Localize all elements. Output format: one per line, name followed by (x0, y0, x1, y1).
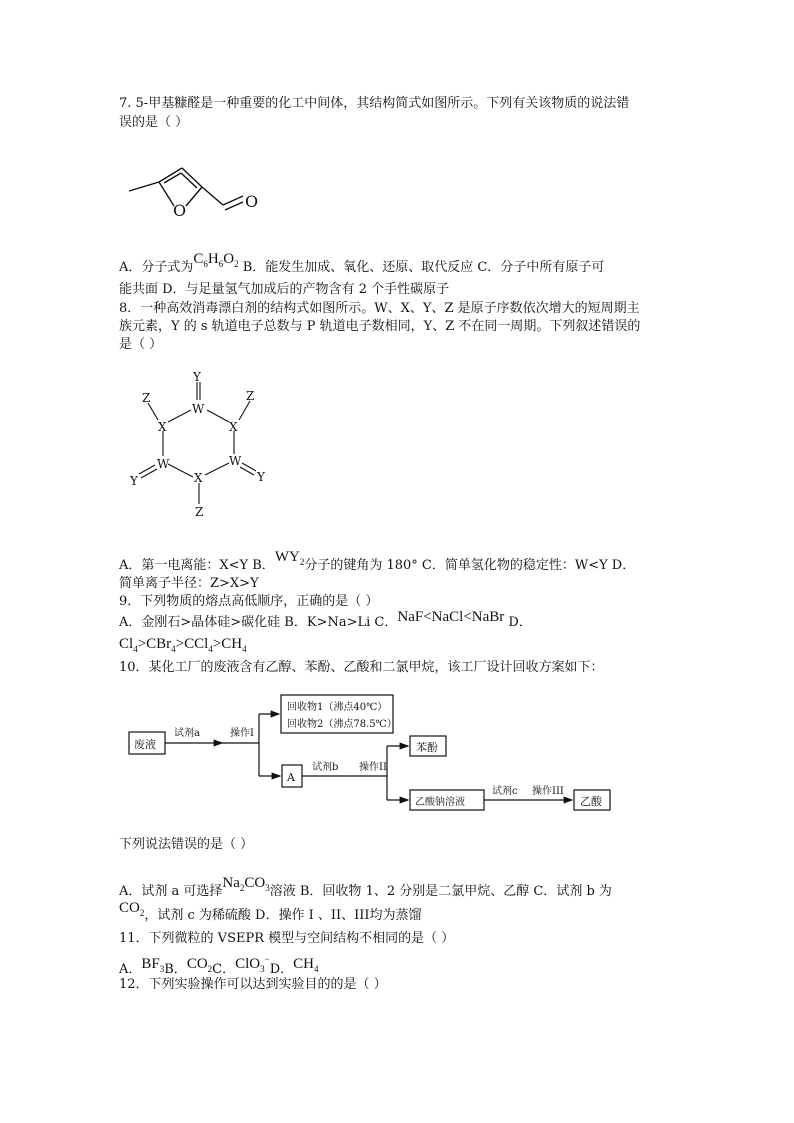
ring-bond (159, 182, 174, 206)
atom-w: W (157, 457, 170, 471)
bleach-structure (125, 368, 285, 523)
q11-option-d-label: D． (269, 962, 294, 977)
aldehyde-bond (202, 187, 223, 205)
atom-x: X (229, 420, 238, 434)
waste-label: 废液 (134, 738, 156, 751)
q8-stem-line2: 族元素，Y 的 s 轨道电子总数与 P 轨道电子数相同，Y、Z 不在同一周期。下列叙述错误的 (119, 319, 641, 334)
q11-option-b-label: B． (164, 962, 187, 977)
ring-bond (205, 463, 229, 475)
atom-x: X (158, 420, 167, 434)
q7-stem-line1: 7. 5-甲基糠醛是一种重要的化工中间体，其结构简式如图所示。下列有关该物质的说法错 (119, 96, 630, 111)
reagent-c-label: 试剂c (492, 786, 518, 797)
reagent-a-label: 试剂a (174, 728, 200, 739)
q7-option-b: B．能发生加成、氧化、还原、取代反应 C．分子中所有原子可 (238, 260, 605, 275)
ring-bond (207, 410, 229, 422)
op2-label: 操作II (359, 762, 387, 773)
recovered2-label: 回收物2（沸点78.5℃） (287, 719, 397, 730)
q9-option-d-label: D． (504, 615, 532, 630)
q8-option-a: A．第一电离能：X<Y B． (119, 558, 275, 573)
q11-option-c-label: C． (212, 962, 236, 977)
atom-w: W (192, 402, 205, 416)
q10-option-a: A．试剂 a 可选择 (119, 884, 223, 899)
q9-stem: 9．下列物质的熔点高低顺序，正确的是（ ） (119, 594, 379, 609)
q7-option-a-label: A．分子式为 (119, 260, 194, 275)
double-bond (141, 469, 157, 478)
q10-option-cd: ，试剂 c 为稀硫酸 D．操作 I 、II、III均为蒸馏 (144, 908, 422, 923)
methylfurfural-structure (119, 152, 269, 232)
a-label: A (287, 771, 295, 784)
q7-formula: $C_6H_6O_2$ (193, 251, 239, 269)
q8-options-line2: 简单离子半径：Z>X>Y (119, 576, 259, 591)
atom-y: Y (193, 370, 201, 384)
q9-option-ab: A．金刚石>晶体硅>碳化硅 B．K>Na>Li C． (119, 615, 398, 630)
wy2-formula: $WY_2$ (274, 549, 305, 567)
q7-options-line2: 能共面 D．与足量氢气加成后的产物含有 2 个手性碳原子 (119, 282, 450, 297)
op3-label: 操作III (532, 786, 564, 797)
q10-stem: 10．某化工厂的废液含有乙醇、苯酚、乙酸和二氯甲烷，该工厂设计回收方案如下： (119, 660, 604, 675)
q8-option-b: 分子的键角为 180° C．简单氢化物的稳定性：W<Y D． (304, 558, 636, 573)
q10-options-line1 (119, 875, 612, 905)
z-bond (239, 401, 250, 420)
z-bond (148, 403, 158, 420)
recovered1-label: 回收物1（沸点40℃） (287, 702, 388, 713)
q8-stem-line1: 8．一种高效消毒漂白剂的结构式如图所示。W、X、Y、Z 是原子序数依次增大的短周期主 (119, 301, 640, 316)
ring-bond (186, 187, 202, 206)
atom-z: Z (142, 391, 151, 405)
atom-y: Y (257, 470, 265, 484)
ring-bond (168, 464, 193, 477)
atom-y: Y (130, 474, 138, 488)
phenol-label: 苯酚 (416, 741, 438, 754)
atom-z: Z (246, 389, 255, 403)
q9-options-line1 (119, 609, 532, 632)
q11-option-a-label: A． (119, 962, 142, 977)
q8-stem-line3: 是（ ） (119, 337, 163, 352)
co2-formula: $CO_2$ (186, 956, 213, 974)
na2co3-formula: $Na_2CO_3$ (222, 875, 270, 893)
ch4-formula: $CH_4$ (293, 956, 319, 974)
double-bond (139, 465, 155, 474)
ring-oxygen: O (173, 201, 187, 220)
q12-stem: 12．下列实验操作可以达到实验目的的是（ ） (119, 977, 387, 992)
recovery-flowchart (119, 690, 627, 822)
reagent-b-label: 试剂b (312, 762, 339, 773)
carbonyl-oxygen: O (245, 192, 259, 211)
q10-option-b: 溶液 B．回收物 1、2 分别是二氯甲烷、乙醇 C．试剂 b 为 (269, 884, 612, 899)
q10-question: 下列说法错误的是（ ） (119, 837, 254, 852)
atom-w: W (229, 454, 242, 468)
atom-x: X (194, 471, 203, 485)
acetic-acid-label: 乙酸 (580, 795, 602, 808)
sodium-acetate-label: 乙酸钠溶液 (415, 797, 465, 808)
atom-z: Z (195, 505, 204, 519)
bf3-formula: $BF_3$ (141, 956, 165, 974)
q7-options-line1 (119, 251, 605, 281)
ring-bond (168, 410, 191, 422)
q10-options-line2 (119, 900, 422, 929)
clo3-formula: ClO$_3$− (235, 954, 270, 974)
q7-stem-line2: 误的是（ ） (119, 115, 189, 130)
q9-option-c: NaF<NaCl<NaBr (397, 609, 505, 625)
co2-formula: $CO_2$ (119, 900, 145, 918)
q11-stem: 11．下列微粒的 VSEPR 模型与空间结构不相同的是（ ） (119, 931, 455, 946)
op1-label: 操作I (230, 728, 254, 739)
methyl-bond (129, 182, 159, 191)
q9-option-d: $Cl_4>CBr_4>CCl_4>CH_4$ (119, 636, 247, 654)
